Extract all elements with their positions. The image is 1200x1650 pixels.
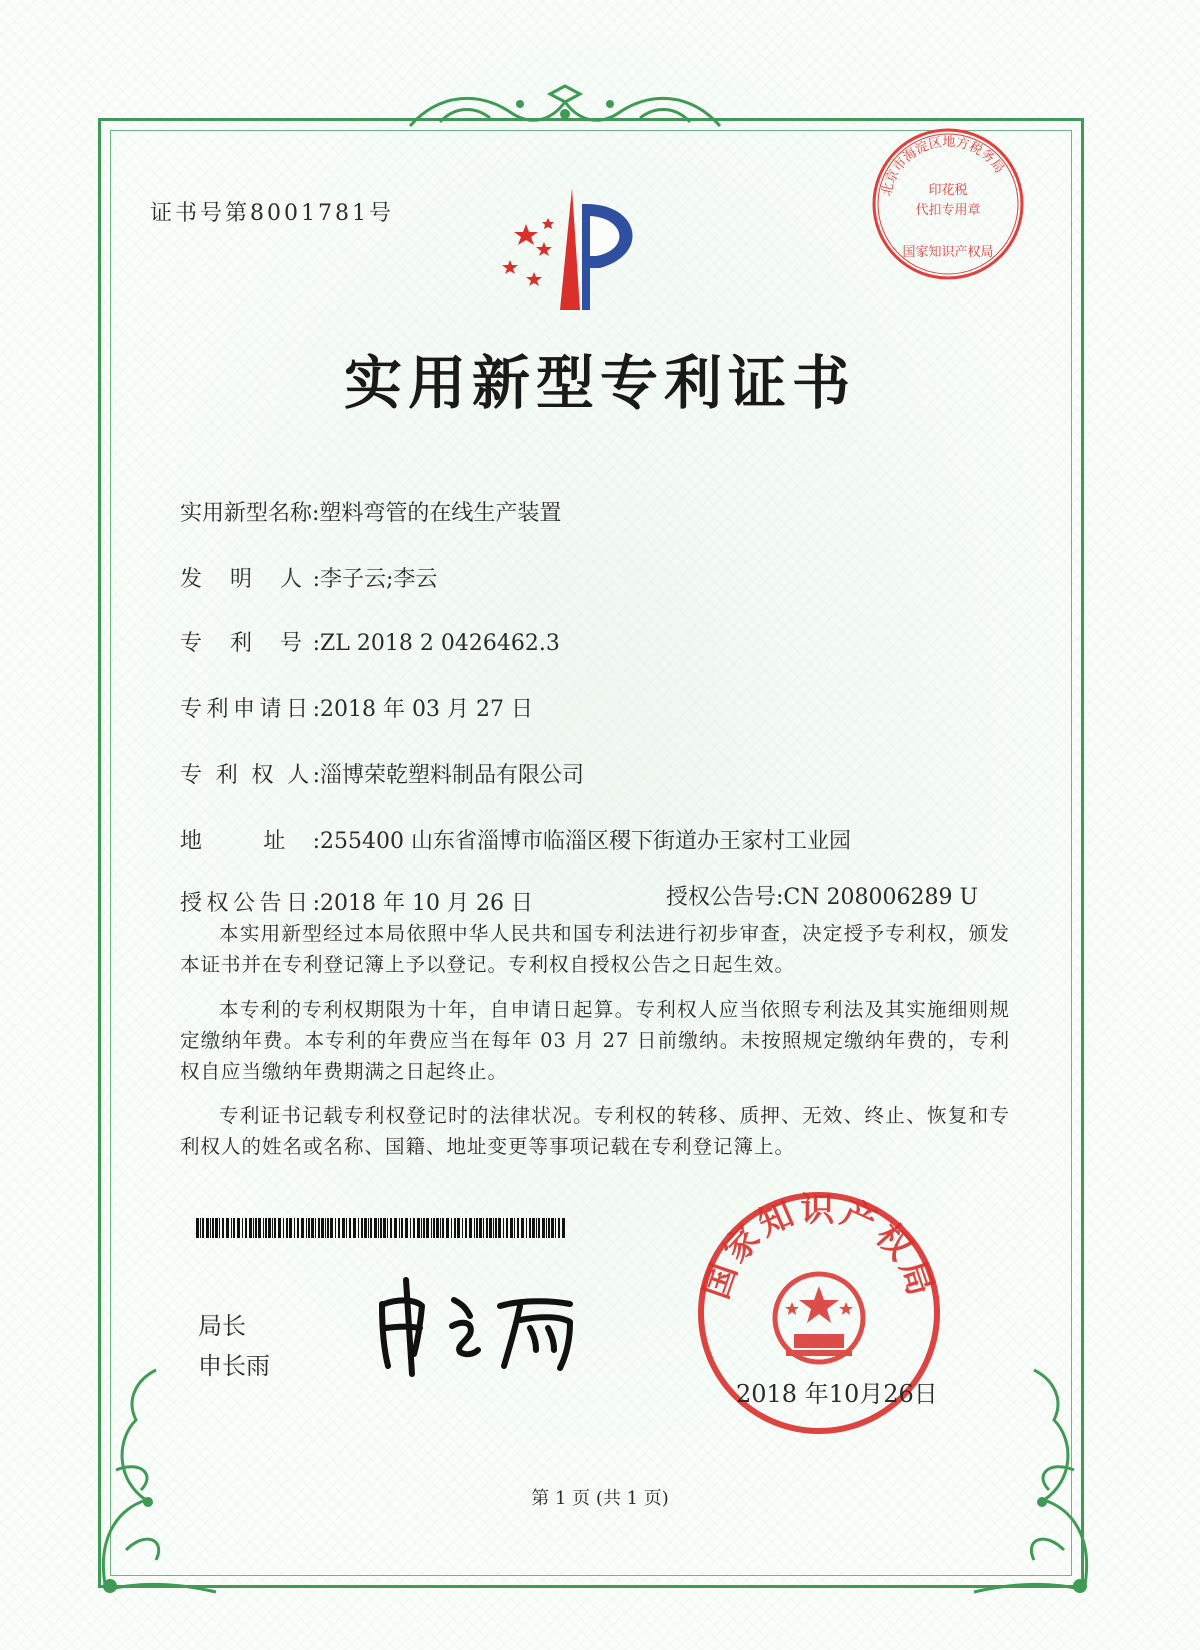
barcode-bar (493, 1218, 494, 1238)
barcode-bar (401, 1218, 403, 1238)
barcode-bar (548, 1218, 550, 1238)
barcode-bar (486, 1218, 488, 1238)
barcode-bar (370, 1218, 372, 1238)
signatory-name: 申长雨 (198, 1352, 270, 1380)
barcode-bar (440, 1218, 441, 1238)
field-patent-number (180, 626, 560, 657)
barcode-bar (206, 1218, 209, 1238)
barcode-bar (249, 1218, 252, 1238)
signatory-title: 局长 (198, 1312, 246, 1340)
barcode-bar (446, 1218, 449, 1238)
barcode-bar (436, 1218, 439, 1238)
barcode-bar (222, 1218, 224, 1238)
barcode-bar (546, 1218, 547, 1238)
barcode-bar (465, 1218, 467, 1238)
barcode-bar (325, 1218, 326, 1238)
barcode-bar (410, 1218, 411, 1238)
barcode-bar (219, 1218, 220, 1238)
field-patentee (180, 758, 584, 789)
field-value: 2018 年 03 月 27 日 (320, 697, 533, 722)
barcode-bar (361, 1218, 363, 1238)
barcode-bar (555, 1218, 556, 1238)
field-label: 发 明 人: (180, 567, 320, 592)
barcode-bar (421, 1218, 422, 1238)
barcode-bar (268, 1218, 271, 1238)
barcode-bar (383, 1218, 386, 1238)
barcode-bar (210, 1218, 211, 1238)
barcode (196, 1218, 566, 1238)
barcode-bar (245, 1218, 247, 1238)
field-value: ZL 2018 2 0426462.3 (320, 631, 560, 656)
barcode-bar (426, 1218, 429, 1238)
barcode-bar (318, 1218, 320, 1238)
barcode-bar (330, 1218, 333, 1238)
barcode-bar (457, 1218, 460, 1238)
barcode-bar (335, 1218, 336, 1238)
barcode-bar (364, 1218, 367, 1238)
barcode-bar (380, 1218, 382, 1238)
field-value: 2018 年 10 月 26 日 (320, 891, 533, 916)
certificate-title: 实用新型专利证书 (343, 349, 856, 417)
barcode-bar (390, 1218, 392, 1238)
barcode-bar (212, 1218, 214, 1238)
barcode-bar (551, 1218, 554, 1238)
barcode-bar (417, 1218, 420, 1238)
barcode-bar (255, 1218, 257, 1238)
barcode-bar (274, 1218, 276, 1238)
barcode-bar (242, 1218, 243, 1238)
barcode-bar (253, 1218, 254, 1238)
barcode-bar (514, 1218, 515, 1238)
barcode-bar (233, 1218, 235, 1238)
barcode-bar (451, 1218, 452, 1238)
field-filing-date (180, 692, 533, 723)
field-value: 塑料弯管的在线生产装置 (319, 501, 562, 526)
barcode-bar (542, 1218, 545, 1238)
field-value: CN 208006289 U (783, 885, 979, 910)
barcode-bar (558, 1218, 560, 1238)
barcode-bar (405, 1218, 408, 1238)
barcode-bar (308, 1218, 310, 1238)
body-paragraph: 专利证书记载专利权登记时的法律状况。专利权的转移、质押、无效、终止、恢复和专利权人的姓名或名称、国籍、地址变更等事项记载在专利登记簿上。 (180, 1104, 1010, 1158)
field-label: 实用新型名称: (180, 501, 320, 526)
field-inventor (180, 562, 437, 593)
barcode-bar (202, 1218, 204, 1238)
barcode-bar (387, 1218, 388, 1238)
barcode-bar (237, 1218, 240, 1238)
patent-office-emblem (490, 184, 660, 314)
barcode-bar (469, 1218, 472, 1238)
barcode-bar (526, 1218, 527, 1238)
barcode-bar (342, 1218, 345, 1238)
tax-seal-center-line1: 印花税 (928, 183, 968, 198)
barcode-bar (413, 1218, 415, 1238)
barcode-bar (498, 1218, 501, 1238)
barcode-bar (358, 1218, 359, 1238)
barcode-bar (454, 1218, 456, 1238)
field-grant-date (180, 886, 533, 917)
barcode-bar (200, 1218, 201, 1238)
barcode-bar (315, 1218, 316, 1238)
barcode-bar (338, 1218, 340, 1238)
barcode-bar (510, 1218, 513, 1238)
field-value: 李子云;李云 (320, 567, 438, 592)
barcode-bar (346, 1218, 347, 1238)
barcode-bar (479, 1218, 482, 1238)
barcode-bar (483, 1218, 484, 1238)
barcode-bar (349, 1218, 351, 1238)
barcode-bar (529, 1218, 531, 1238)
barcode-bar (263, 1218, 264, 1238)
certificate-number: 证书号第8001781号 (150, 201, 394, 226)
barcode-bar (517, 1218, 519, 1238)
barcode-bar (311, 1218, 314, 1238)
barcode-bar (476, 1218, 478, 1238)
barcode-bar (327, 1218, 329, 1238)
field-utility-model-name (180, 496, 561, 527)
bottom-left-ornament (86, 1360, 226, 1600)
tax-seal-center-line2: 代扣专用章 (915, 203, 981, 218)
barcode-bar (433, 1218, 435, 1238)
page-number: 第 1 页 (共 1 页) (531, 1488, 669, 1509)
field-label: 专 利 号: (180, 631, 320, 656)
barcode-bar (503, 1218, 504, 1238)
barcode-bar (283, 1218, 284, 1238)
barcode-bar (521, 1218, 524, 1238)
tax-seal-bottom-text: 国家知识产权局 (902, 245, 994, 260)
barcode-bar (374, 1218, 377, 1238)
field-label: 专 利 权 人: (180, 763, 320, 788)
barcode-bar (265, 1218, 267, 1238)
field-label: 授权公告日: (180, 891, 320, 916)
barcode-bar (562, 1218, 565, 1238)
field-label: 地 址: (180, 829, 320, 854)
barcode-bar (226, 1218, 229, 1238)
top-ornament (400, 82, 730, 138)
seal-date: 2018 年10月26日 (736, 1380, 938, 1408)
barcode-bar (306, 1218, 307, 1238)
barcode-bar (538, 1218, 540, 1238)
barcode-bar (442, 1218, 444, 1238)
barcode-bar (495, 1218, 497, 1238)
field-value: 255400 山东省淄博市临淄区稷下街道办王家村工业园 (320, 829, 851, 854)
field-grant-number (666, 880, 978, 911)
body-paragraph: 本实用新型经过本局依照中华人民共和国专利法进行初步审查，决定授予专利权，颁发本证书并在专利登记簿上予以登记。专利权自授权公告之日起生效。 (180, 922, 1010, 976)
barcode-bar (278, 1218, 281, 1238)
body-paragraph: 本专利的专利权期限为十年，自申请日起算。专利权人应当依照专利法及其实施细则规定缴纳年费。本专利的年费应当在每年 03 月 27 日前缴纳。未按照规定缴纳年费的，专利权自应当缴纳年费期满之日起终止。 (180, 998, 1010, 1083)
official-seal-text: 国家知识产权局 (696, 1189, 942, 1305)
barcode-bar (321, 1218, 324, 1238)
barcode-bar (399, 1218, 400, 1238)
bottom-right-ornament (964, 1360, 1104, 1600)
barcode-bar (353, 1218, 356, 1238)
barcode-bar (423, 1218, 425, 1238)
tax-seal-ring-text: 北京市海淀区地方税务局 (879, 134, 1007, 198)
barcode-bar (215, 1218, 218, 1238)
field-address (180, 824, 851, 855)
barcode-bar (196, 1218, 199, 1238)
barcode-bar (489, 1218, 492, 1238)
barcode-bar (506, 1218, 508, 1238)
barcode-bar (532, 1218, 535, 1238)
barcode-bar (301, 1218, 304, 1238)
barcode-bar (378, 1218, 379, 1238)
barcode-bar (431, 1218, 432, 1238)
barcode-bar (289, 1218, 292, 1238)
barcode-bar (286, 1218, 288, 1238)
barcode-bar (368, 1218, 369, 1238)
tax-stamp-seal (868, 124, 1028, 288)
barcode-bar (294, 1218, 295, 1238)
field-value: 淄博荣乾塑料制品有限公司 (320, 763, 585, 788)
handwritten-signature (370, 1270, 610, 1380)
barcode-bar (272, 1218, 273, 1238)
barcode-bar (536, 1218, 537, 1238)
field-label: 授权公告号: (666, 885, 784, 910)
barcode-bar (394, 1218, 397, 1238)
barcode-bar (474, 1218, 475, 1238)
barcode-bar (231, 1218, 232, 1238)
field-label: 专利申请日: (180, 697, 320, 722)
barcode-bar (258, 1218, 261, 1238)
barcode-bar (462, 1218, 463, 1238)
barcode-bar (297, 1218, 299, 1238)
